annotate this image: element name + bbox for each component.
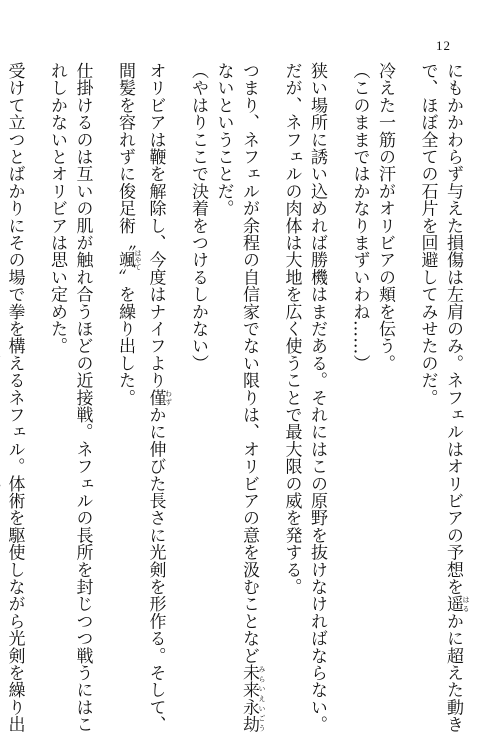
text-column bbox=[112, 62, 143, 672]
furigana: 未来永劫 みらいえいごう bbox=[239, 664, 266, 733]
text-column bbox=[142, 62, 185, 733]
text-column bbox=[304, 62, 347, 733]
column-text: 間髪を容れずに俊足術〝颯 はやて〟を繰り出した。 bbox=[115, 62, 142, 407]
column-text: 冷えた一筋の汗がオリビアの頬を伝う。 bbox=[375, 62, 395, 372]
furigana: 颯 はやて bbox=[115, 249, 142, 271]
text-column bbox=[414, 62, 440, 672]
column-text: にもかかわらず与えた損傷は左肩のみ。ネフェルはオリビアの予想を遥 はるかに超えた動き bbox=[443, 62, 470, 733]
text-column bbox=[236, 62, 279, 733]
furigana: 僅 わず bbox=[145, 388, 173, 407]
text-column bbox=[69, 62, 112, 733]
column-text: 受けて立つとばかりにその場で拳を構えるネフェル。体術を駆使しながら光剣を繰り出 bbox=[4, 62, 25, 733]
text-column bbox=[1, 62, 44, 733]
text-column bbox=[278, 62, 304, 672]
vertical-text-body bbox=[4, 62, 470, 733]
column-text: オリビアは鞭を解除し、今度はナイフより僅 わずかに伸びた長さに光剣を形作る。そして、 bbox=[145, 62, 173, 733]
column-text: れしかないとオリビアは思い定めた。 bbox=[47, 62, 67, 355]
text-column bbox=[44, 62, 70, 672]
text-column bbox=[210, 62, 236, 672]
column-text: （このままではかなりまずいわね……） bbox=[349, 62, 370, 372]
furigana: 遥 はる bbox=[443, 595, 470, 613]
text-column bbox=[372, 62, 415, 672]
column-text: で、ほぼ全ての石片を回避してみせたのだ。 bbox=[417, 62, 438, 406]
page-number: 12 bbox=[436, 38, 451, 53]
column-text: （やはりここで決着をつけるしかない） bbox=[188, 62, 208, 372]
column-text: ないということだ。 bbox=[213, 62, 234, 217]
text-column bbox=[185, 62, 211, 672]
text-column bbox=[440, 62, 471, 733]
column-text: つまり、ネフェルが余程の自信家でない限りは、オリビアの意を汲むことなど未来永劫 みらいえいごう bbox=[239, 62, 266, 733]
column-text: 狭い場所に誘い込めれば勝機はまだある。それにはこの原野を抜けなければならない。 bbox=[307, 62, 327, 733]
column-text: 仕掛けるのは互いの肌が触れ合うほどの近接戦。ネフェルの長所を封じつつ戦うにはこ bbox=[72, 62, 93, 733]
text-column bbox=[346, 62, 372, 672]
column-text: だが、ネフェルの肉体は大地を広く使うことで最大限の威を発する。 bbox=[281, 62, 302, 596]
